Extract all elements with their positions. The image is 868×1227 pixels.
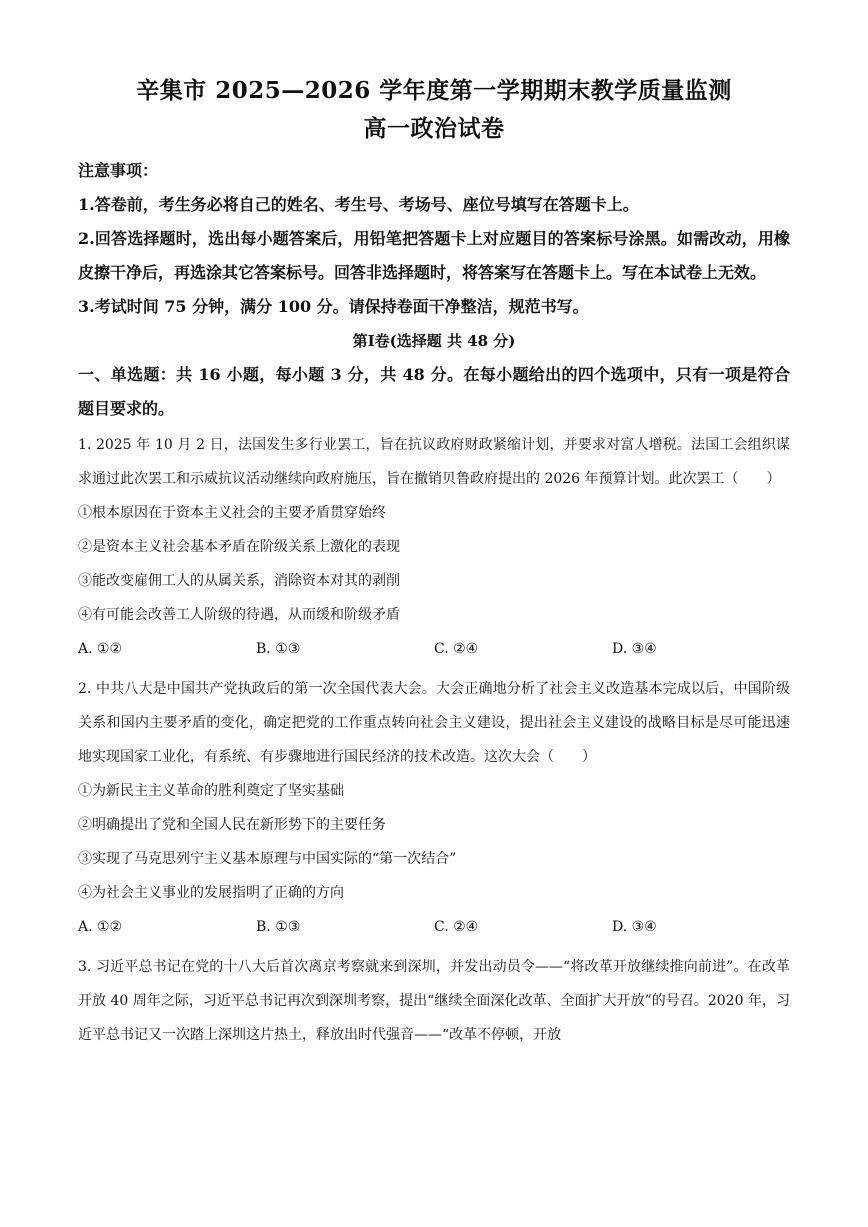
notice-item-1: 1.答卷前，考生务必将自己的姓名、考生号、考场号、座位号填写在答题卡上。 — [78, 195, 639, 214]
question-stem: 1. 2025 年 10 月 2 日，法国发生多行业罢工，旨在抗议政府财政紧缩计划，并要求对富人增税。法国工会组织谋求通过此次罢工和示威抗议活动继续向政府施压，旨在撤销贝鲁政府提出的 2026 年预算计划。此次罢工（ ） — [78, 437, 790, 487]
notice-item-2: 2.回答选择题时，选出每小题答案后，用铅笔把答题卡上对应题目的答案标号涂黑。如需改动，用橡皮擦干净后，再选涂其它答案标号。回答非选择题时，将答案写在答题卡上。写在本试卷上无效。 — [78, 229, 790, 282]
option-a: A. ①② — [78, 919, 123, 935]
question-1 — [78, 428, 790, 666]
statement-3: ③实现了马克思列宁主义基本原理与中国实际的“第一次结合” — [78, 851, 457, 867]
option-c: C. ②④ — [434, 919, 479, 935]
question-2 — [78, 672, 790, 944]
exam-page — [78, 72, 790, 1052]
answer-options — [78, 910, 790, 944]
statement-2: ②是资本主义社会基本矛盾在阶级关系上激化的表现 — [78, 539, 400, 555]
statement-1: ①为新民主主义革命的胜利奠定了坚实基础 — [78, 783, 344, 799]
notice-heading: 注意事项： — [78, 161, 159, 180]
section1-heading: 一、单选题：共 16 小题，每小题 3 分，共 48 分。在每小题给出的四个选项中，只有一项是符合题目要求的。 — [78, 365, 790, 418]
statement-4: ④有可能会改善工人阶级的待遇，从而缓和阶级矛盾 — [78, 607, 400, 623]
notice-item-3: 3.考试时间 75 分钟，满分 100 分。请保持卷面干净整洁，规范书写。 — [78, 297, 589, 316]
option-d: D. ③④ — [612, 919, 657, 935]
part1-title: 第Ⅰ卷(选择题 共 48 分) — [352, 332, 516, 350]
statement-2: ②明确提出了党和全国人民在新形势下的主要任务 — [78, 817, 386, 833]
option-b: B. ①③ — [256, 641, 301, 657]
exam-title: 辛集市 2025—2026 学年度第一学期期末教学质量监测 — [136, 77, 732, 104]
option-c: C. ②④ — [434, 641, 479, 657]
question-stem: 3. 习近平总书记在党的十八大后首次离京考察就来到深圳，并发出动员令——“将改革开放继续推向前进”。在改革开放 40 周年之际，习近平总书记再次到深圳考察，提出“继续全面深化改革、全面扩大开放”的号召。2020 年，习近平总书记又一次踏上深圳这片热土，释放出时代强音——“改革不停顿，开放 — [78, 959, 790, 1043]
answer-options — [78, 632, 790, 666]
exam-subtitle: 高一政治试卷 — [363, 115, 505, 142]
option-b: B. ①③ — [256, 919, 301, 935]
statement-4: ④为社会主义事业的发展指明了正确的方向 — [78, 885, 344, 901]
statement-3: ③能改变雇佣工人的从属关系，消除资本对其的剥削 — [78, 573, 400, 589]
question-3 — [78, 950, 790, 1052]
option-d: D. ③④ — [612, 641, 657, 657]
statement-1: ①根本原因在于资本主义社会的主要矛盾贯穿始终 — [78, 505, 386, 521]
question-stem: 2. 中共八大是中国共产党执政后的第一次全国代表大会。大会正确地分析了社会主义改造基本完成以后，中国阶级关系和国内主要矛盾的变化，确定把党的工作重点转向社会主义建设，提出社会主义建设的战略目标是尽可能迅速地实现国家工业化，有系统、有步骤地进行国民经济的技术改造。这次大会（ ） — [78, 681, 790, 765]
option-a: A. ①② — [78, 641, 123, 657]
